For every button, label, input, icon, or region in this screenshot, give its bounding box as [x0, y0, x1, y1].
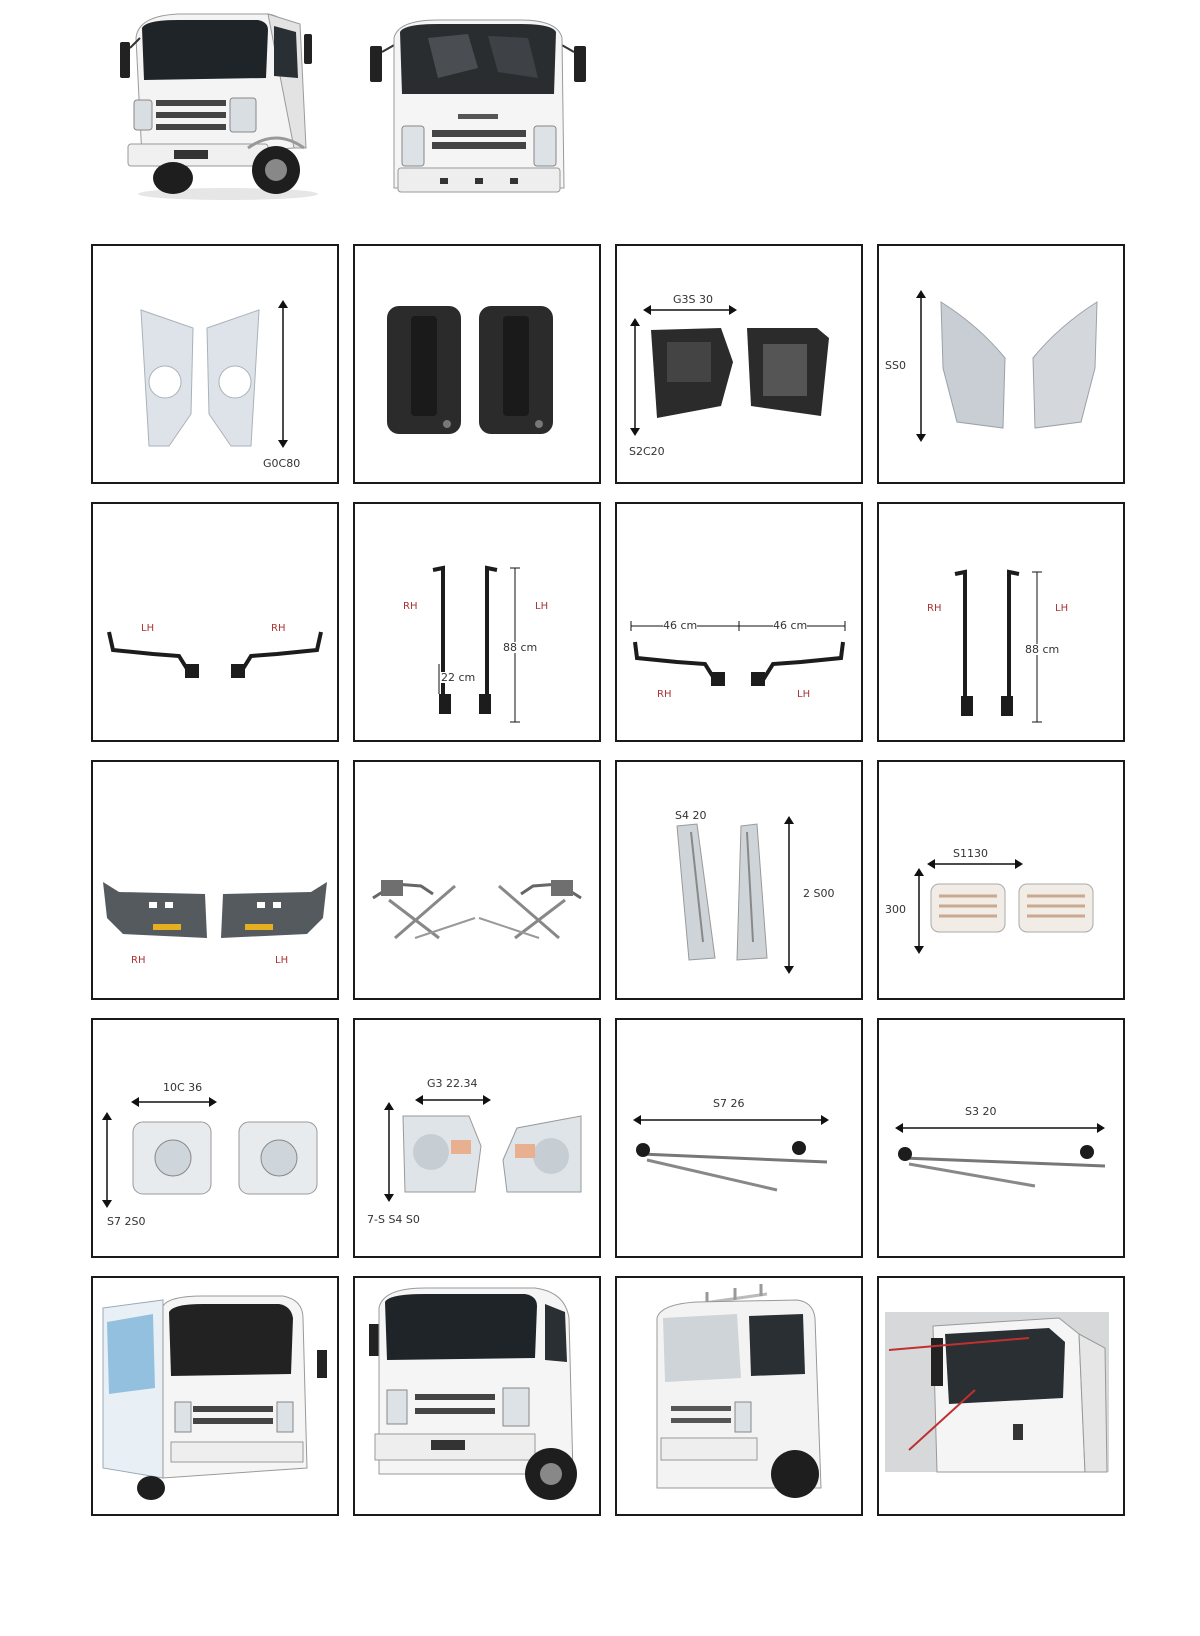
part-label: 300 [885, 903, 906, 916]
part-label: 7-S S4 S0 [367, 1213, 420, 1226]
part-label: S7 26 [713, 1097, 745, 1110]
part-cell-truck-box-side[interactable] [91, 1276, 339, 1516]
part-cell-truck-cab-door-detail[interactable] [877, 1276, 1125, 1516]
part-cell-black-grab-handles[interactable] [353, 244, 601, 484]
part-cell-bumper-corners[interactable] [91, 760, 339, 1000]
part-label: 46 cm [663, 619, 698, 632]
part-label: S1130 [953, 847, 988, 860]
part-cell-window-regulators[interactable] [353, 760, 601, 1000]
part-label: G3S 30 [673, 293, 713, 306]
part-label: 22 cm [441, 671, 476, 684]
part-cell-fog-lamps[interactable] [91, 1018, 339, 1258]
part-label: RH [927, 603, 942, 614]
parts-grid [91, 244, 1125, 1516]
part-cell-head-lamps[interactable] [353, 1018, 601, 1258]
part-label: 88 cm [503, 641, 538, 654]
part-label: SS0 [885, 359, 906, 372]
part-label: S4 20 [675, 809, 707, 822]
part-label: S3 20 [965, 1105, 997, 1118]
part-cell-truck-cab-front[interactable] [353, 1276, 601, 1516]
part-label: RH [271, 623, 286, 634]
part-label: RH [403, 601, 418, 612]
part-label: S2C20 [629, 445, 665, 458]
part-label: G3 22.34 [427, 1077, 478, 1090]
part-cell-mirror-stay-rod-2[interactable] [877, 502, 1125, 742]
hero-truck-front [368, 8, 590, 204]
part-label: RH [657, 689, 672, 700]
part-label: 88 cm [1025, 643, 1060, 656]
part-cell-wiper-linkage-2[interactable] [877, 1018, 1125, 1258]
part-cell-truck-cab-roof-rack[interactable] [615, 1276, 863, 1516]
part-label: LH [275, 955, 289, 966]
part-cell-corner-lamps[interactable] [877, 760, 1125, 1000]
part-cell-mirror-arm-bracket-lh-rh[interactable] [91, 502, 339, 742]
part-label: G0C80 [263, 457, 301, 470]
part-label: 2 S00 [803, 887, 835, 900]
part-label: LH [535, 601, 549, 612]
part-cell-wiper-linkage-1[interactable] [615, 1018, 863, 1258]
part-label: LH [797, 689, 811, 700]
part-label: S7 2S0 [107, 1215, 146, 1228]
part-label: 46 cm [773, 619, 808, 632]
part-cell-door-pillar-trims[interactable] [615, 760, 863, 1000]
part-cell-cab-corner-panels-silver[interactable] [877, 244, 1125, 484]
part-cell-mirror-arm-bracket-long[interactable] [615, 502, 863, 742]
part-label: LH [1055, 603, 1069, 614]
part-cell-cab-corner-panels-inner[interactable] [91, 244, 339, 484]
part-cell-mirror-stay-rod-1[interactable] [353, 502, 601, 742]
part-label: 10C 36 [163, 1081, 203, 1094]
part-label: LH [141, 623, 155, 634]
part-cell-corner-panel-black[interactable] [615, 244, 863, 484]
hero-truck-three-quarter [118, 8, 318, 204]
part-label: RH [131, 955, 146, 966]
